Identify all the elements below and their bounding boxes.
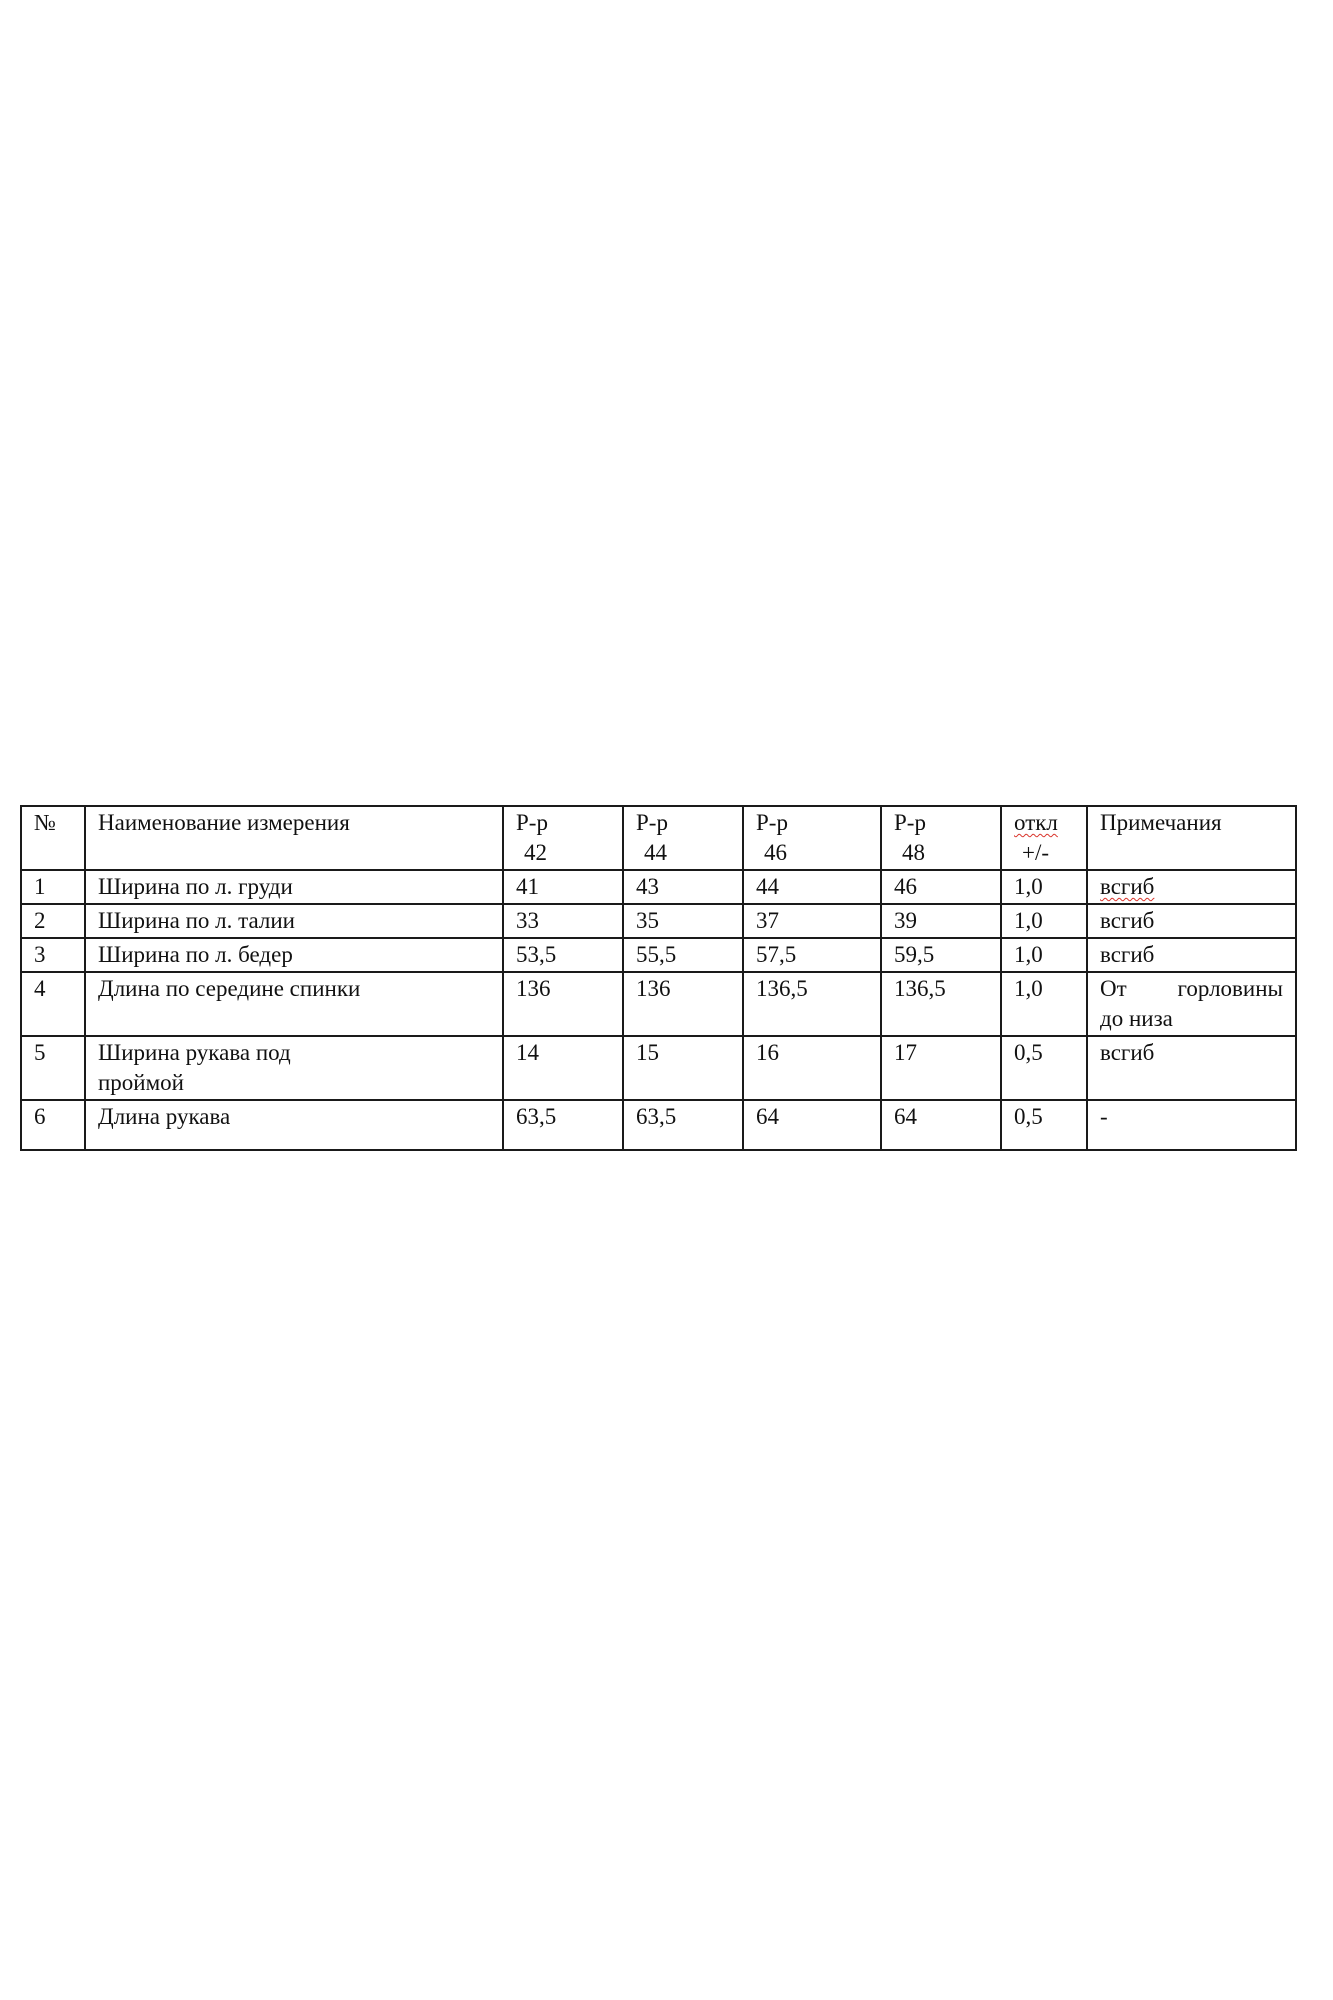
header-notes: Примечания xyxy=(1087,806,1296,870)
row-value-48: 64 xyxy=(881,1100,1001,1150)
row-num: 1 xyxy=(21,870,85,904)
row-value-44: 43 xyxy=(623,870,743,904)
row-note-line2: до низа xyxy=(1100,1006,1173,1031)
table-row xyxy=(21,870,1296,904)
header-size-46 xyxy=(743,806,881,870)
header-size-42 xyxy=(503,806,623,870)
row-value-46: 64 xyxy=(743,1100,881,1150)
row-name: Ширина по л. бедер xyxy=(85,938,503,972)
row-value-42: 63,5 xyxy=(503,1100,623,1150)
size-value: 44 xyxy=(644,840,667,865)
row-num: 2 xyxy=(21,904,85,938)
size-label: Р-р xyxy=(894,810,926,835)
size-label: Р-р xyxy=(516,810,548,835)
row-num: 6 xyxy=(21,1100,85,1150)
row-value-48: 39 xyxy=(881,904,1001,938)
table-row xyxy=(21,1100,1296,1150)
size-label: Р-р xyxy=(756,810,788,835)
header-size-48 xyxy=(881,806,1001,870)
row-tolerance: 1,0 xyxy=(1001,938,1087,972)
row-value-42: 136 xyxy=(503,972,623,1036)
row-name-line1: Ширина рукава под xyxy=(98,1040,291,1065)
row-value-42: 33 xyxy=(503,904,623,938)
row-value-42: 41 xyxy=(503,870,623,904)
row-note: всгиб xyxy=(1087,904,1296,938)
row-name-line2: проймой xyxy=(98,1070,184,1095)
table-row xyxy=(21,938,1296,972)
header-tolerance xyxy=(1001,806,1087,870)
row-value-42: 53,5 xyxy=(503,938,623,972)
row-name: Ширина по л. груди xyxy=(85,870,503,904)
row-value-46: 37 xyxy=(743,904,881,938)
row-num: 4 xyxy=(21,972,85,1036)
row-value-48: 59,5 xyxy=(881,938,1001,972)
row-name: Ширина по л. талии xyxy=(85,904,503,938)
row-value-44: 136 xyxy=(623,972,743,1036)
row-value-46: 16 xyxy=(743,1036,881,1100)
header-num: № xyxy=(21,806,85,870)
header-size-44 xyxy=(623,806,743,870)
size-spec-table xyxy=(20,805,1297,1151)
row-note: - xyxy=(1087,1100,1296,1150)
row-value-48: 17 xyxy=(881,1036,1001,1100)
row-value-46: 57,5 xyxy=(743,938,881,972)
row-name xyxy=(85,1036,503,1100)
row-note-text: всгиб xyxy=(1100,874,1155,899)
size-value: 46 xyxy=(764,840,787,865)
table-row xyxy=(21,1036,1296,1100)
row-value-44: 55,5 xyxy=(623,938,743,972)
row-note-line1: От горловины xyxy=(1100,976,1283,1001)
row-value-42: 14 xyxy=(503,1036,623,1100)
row-num: 3 xyxy=(21,938,85,972)
table-row xyxy=(21,972,1296,1036)
row-tolerance: 0,5 xyxy=(1001,1036,1087,1100)
row-note: всгиб xyxy=(1087,1036,1296,1100)
size-value: 48 xyxy=(902,840,925,865)
size-value: 42 xyxy=(524,840,547,865)
row-value-44: 35 xyxy=(623,904,743,938)
table-row xyxy=(21,904,1296,938)
row-note xyxy=(1087,972,1296,1036)
row-tolerance: 1,0 xyxy=(1001,870,1087,904)
row-num: 5 xyxy=(21,1036,85,1100)
header-row xyxy=(21,806,1296,870)
row-tolerance: 0,5 xyxy=(1001,1100,1087,1150)
header-name: Наименование измерения xyxy=(85,806,503,870)
row-note: всгиб xyxy=(1087,938,1296,972)
row-value-48: 136,5 xyxy=(881,972,1001,1036)
row-name: Длина по середине спинки xyxy=(85,972,503,1036)
row-value-44: 15 xyxy=(623,1036,743,1100)
row-value-44: 63,5 xyxy=(623,1100,743,1150)
row-note xyxy=(1087,870,1296,904)
row-value-46: 44 xyxy=(743,870,881,904)
tolerance-sign: +/- xyxy=(1022,840,1050,865)
tolerance-label: откл xyxy=(1014,810,1058,835)
row-name: Длина рукава xyxy=(85,1100,503,1150)
row-tolerance: 1,0 xyxy=(1001,904,1087,938)
row-value-48: 46 xyxy=(881,870,1001,904)
row-tolerance: 1,0 xyxy=(1001,972,1087,1036)
row-value-46: 136,5 xyxy=(743,972,881,1036)
size-label: Р-р xyxy=(636,810,668,835)
